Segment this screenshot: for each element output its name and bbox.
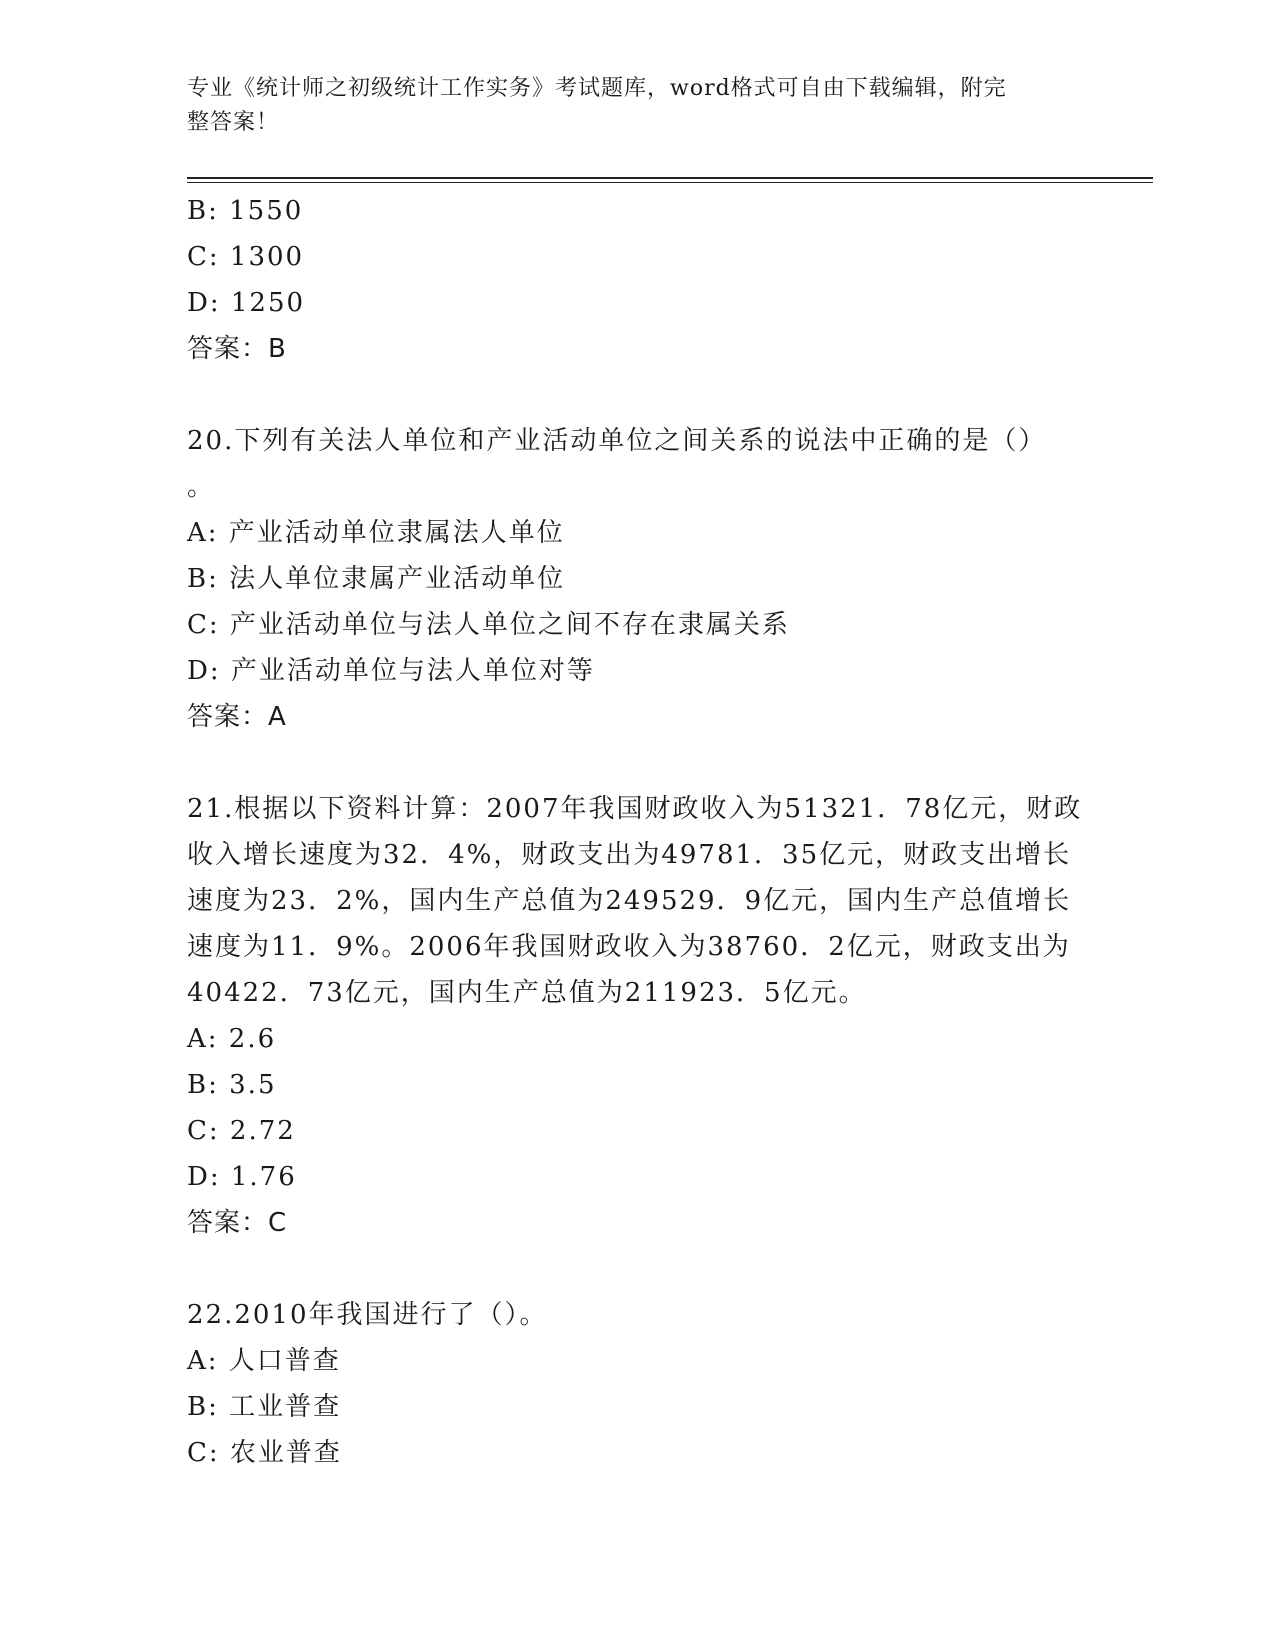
option-a: A: 产业活动单位隶属法人单位 <box>187 518 565 548</box>
question-19 <box>187 188 1087 372</box>
question-21 <box>187 786 1087 1246</box>
option-a: A: 人口普查 <box>187 1346 341 1376</box>
option-d: D: 产业活动单位与法人单位对等 <box>187 656 595 686</box>
spacer <box>187 1246 1087 1292</box>
option-c: C: 农业普查 <box>187 1438 342 1468</box>
option-d: D: 1.76 <box>187 1162 297 1192</box>
option-c: C: 1300 <box>187 242 305 272</box>
question-text-line-2: 收入增长速度为32．4%，财政支出为49781．35亿元，财政支出增长 <box>187 840 1072 870</box>
question-text-line-4: 速度为11．9%。2006年我国财政收入为38760．2亿元，财政支出为 <box>187 932 1071 962</box>
header-line-1: 专业《统计师之初级统计工作实务》考试题库，word格式可自由下载编辑，附完 <box>187 76 1007 101</box>
question-text-line-2: 。 <box>187 472 216 502</box>
question-list <box>187 188 1087 1476</box>
question-text-line-5: 40422．73亿元，国内生产总值为211923．5亿元。 <box>187 978 867 1008</box>
option-a: A: 2.6 <box>187 1024 277 1054</box>
header-line-2: 整答案！ <box>187 110 280 135</box>
option-b: B: 1550 <box>187 196 304 226</box>
question-text: 22.2010年我国进行了（）。 <box>187 1300 548 1330</box>
answer-line: 答案：A <box>187 702 287 732</box>
spacer <box>187 740 1087 786</box>
question-text-line-3: 速度为23．2%，国内生产总值为249529．9亿元，国内生产总值增长 <box>187 886 1072 916</box>
answer-line: 答案：C <box>187 1208 288 1238</box>
option-b: B: 3.5 <box>187 1070 277 1100</box>
option-b: B: 工业普查 <box>187 1392 342 1422</box>
option-c: C: 产业活动单位与法人单位之间不存在隶属关系 <box>187 610 790 640</box>
header-divider-thin <box>187 182 1153 183</box>
page-header <box>187 72 1087 140</box>
option-c: C: 2.72 <box>187 1116 296 1146</box>
option-d: D: 1250 <box>187 288 306 318</box>
spacer <box>187 372 1087 418</box>
question-text-line-1: 21.根据以下资料计算：2007年我国财政收入为51321．78亿元，财政 <box>187 794 1083 824</box>
answer-line: 答案：B <box>187 334 287 364</box>
header-divider-thick <box>187 177 1153 179</box>
question-20 <box>187 418 1087 740</box>
question-22 <box>187 1292 1087 1476</box>
option-b: B: 法人单位隶属产业活动单位 <box>187 564 566 594</box>
question-text-line-1: 20.下列有关法人单位和产业活动单位之间关系的说法中正确的是（） <box>187 426 1047 456</box>
